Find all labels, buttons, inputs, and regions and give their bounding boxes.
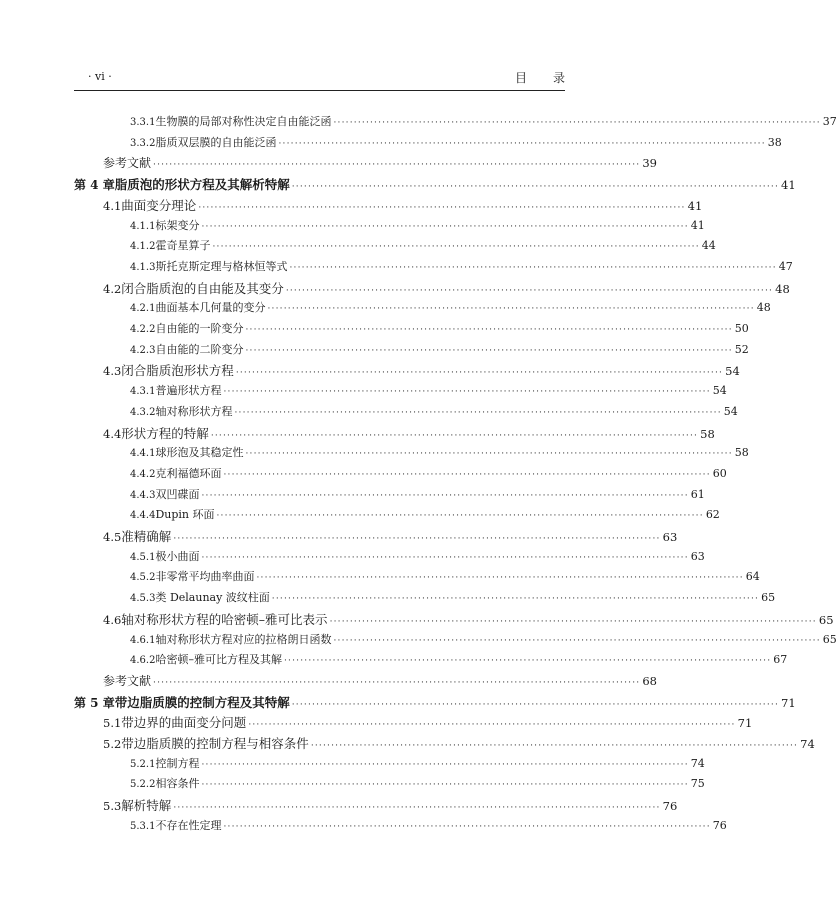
toc-entry[interactable]	[74, 548, 705, 566]
page-number-roman: · vi ·	[88, 70, 112, 83]
toc-entry[interactable]	[74, 651, 788, 669]
dot-leader: ························································································································	[153, 160, 641, 170]
toc-entry-number: 4.1.2	[130, 241, 156, 252]
toc-entry[interactable]	[74, 154, 657, 172]
toc-entry-title: 自由能的一阶变分	[155, 322, 244, 335]
dot-leader: ························································································································	[235, 368, 724, 378]
toc-entry[interactable]	[74, 817, 727, 835]
toc-entry-number: 4.4.4	[130, 510, 156, 521]
toc-entry[interactable]	[74, 610, 834, 628]
toc-entry[interactable]	[74, 755, 705, 773]
dot-leader: ························································································································	[201, 222, 689, 232]
toc-entry-page: 54	[725, 364, 740, 378]
toc-entry-number: 4.3.2	[130, 407, 156, 418]
toc-entry[interactable]	[74, 134, 782, 152]
toc-entry-number: 4.1	[103, 199, 122, 213]
toc-entry[interactable]	[74, 527, 678, 545]
toc-entry-page: 37	[822, 115, 837, 128]
dot-leader: ························································································································	[333, 636, 821, 646]
toc-entry-number: 4.2.3	[130, 345, 156, 356]
toc-entry-number: 4.3.1	[130, 386, 156, 397]
toc-entry-page: 74	[800, 737, 815, 751]
page-header	[74, 68, 565, 91]
toc-entry-page: 52	[734, 343, 749, 356]
toc-entry-title: 控制方程	[155, 757, 200, 770]
running-title-char-1: 目	[514, 71, 527, 85]
toc-entry-page: 71	[781, 696, 796, 710]
toc-entry-page: 48	[756, 301, 771, 314]
toc-entry-number: 5.2.1	[130, 759, 156, 770]
toc-entry-number: 4.2	[103, 282, 122, 296]
toc-entry-number: 5.3.1	[130, 821, 156, 832]
dot-leader: ························································································································	[248, 720, 736, 730]
toc-entry-title: 球形泡及其稳定性	[155, 446, 244, 459]
toc-entry-page: 60	[712, 467, 727, 480]
toc-entry[interactable]	[74, 568, 760, 586]
toc-entry-number: 第 5 章	[74, 696, 115, 710]
toc-entry-title: 解析特解	[121, 798, 172, 813]
toc-entry[interactable]	[74, 506, 720, 524]
toc-entry-number: 4.4	[103, 427, 122, 441]
toc-entry[interactable]	[74, 279, 790, 297]
toc-entry-page: 74	[690, 757, 705, 770]
toc-entry[interactable]	[74, 465, 727, 483]
dot-leader: ························································································································	[333, 118, 821, 128]
toc-entry-page: 63	[662, 530, 678, 544]
toc-entry-page: 41	[690, 219, 705, 232]
toc-entry-title: 标架变分	[155, 219, 200, 232]
toc-entry[interactable]	[74, 672, 657, 690]
dot-leader: ························································································································	[278, 139, 766, 149]
dot-leader: ························································································································	[212, 242, 700, 252]
toc-entry-title: 自由能的二阶变分	[155, 343, 244, 356]
toc-entry-title: 斯托克斯定理与格林恒等式	[155, 260, 288, 273]
toc-entry[interactable]	[74, 444, 749, 462]
toc-entry-title: Dupin 环面	[155, 508, 215, 521]
toc-entry-number: 5.2	[103, 737, 122, 751]
toc-entry-title: 生物膜的局部对称性决定自由能泛函	[155, 115, 332, 128]
toc-entry-title: 类 Delaunay 波纹柱面	[155, 591, 270, 604]
toc-entry-title: 闭合脂质泡的自由能及其变分	[121, 281, 284, 296]
toc-entry-number: 第 4 章	[74, 178, 115, 192]
dot-leader: ························································································································	[216, 511, 704, 521]
toc-entry-page: 54	[712, 384, 727, 397]
toc-entry-title: 不存在性定理	[155, 819, 222, 832]
dot-leader: ························································································································	[285, 286, 774, 296]
toc-entry-page: 47	[778, 260, 793, 273]
toc-entry-number: 4.4.2	[130, 469, 156, 480]
toc-entry-title: 带边脂质膜的控制方程及其特解	[114, 695, 290, 710]
toc-entry[interactable]	[74, 258, 793, 276]
toc-entry-number: 4.3	[103, 364, 122, 378]
toc-entry-number: 4.5.2	[130, 572, 156, 583]
toc-entry[interactable]	[74, 486, 705, 504]
toc-entry[interactable]	[74, 113, 837, 131]
toc-entry-number: 4.5	[103, 530, 122, 544]
toc-entry-page: 71	[737, 716, 753, 730]
toc-entry-page: 54	[723, 405, 738, 418]
dot-leader: ························································································································	[234, 408, 722, 418]
toc-entry-title: 相容条件	[155, 777, 200, 790]
dot-leader: ························································································································	[223, 470, 711, 480]
toc-entry-title: 双凹碟面	[155, 488, 200, 501]
toc-entry-page: 65	[761, 591, 776, 604]
toc-entry-page: 75	[690, 777, 705, 790]
toc-entry-number: 4.1.3	[130, 262, 156, 273]
dot-leader: ························································································································	[289, 263, 777, 273]
toc-entry[interactable]	[74, 424, 715, 442]
toc-entry[interactable]	[74, 734, 815, 752]
dot-leader: ························································································································	[173, 803, 661, 813]
toc-entry-title: 脂质泡的形状方程及其解析特解	[114, 177, 290, 192]
dot-leader: ························································································································	[291, 700, 780, 710]
toc-entry-page: 76	[662, 799, 678, 813]
toc-entry-title: 轴对称形状方程	[155, 405, 233, 418]
toc-entry-title: 普遍形状方程	[155, 384, 222, 397]
toc-entry[interactable]	[74, 382, 727, 400]
toc-entry-title: 非零常平均曲率曲面	[155, 570, 255, 583]
toc-entry-number: 4.2.1	[130, 303, 156, 314]
toc-entry-page: 58	[734, 446, 749, 459]
toc-entry-page: 67	[773, 653, 788, 666]
toc-entry-title: 带边脂质膜的控制方程与相容条件	[121, 736, 309, 751]
toc-entry-title: 脂质双层膜的自由能泛函	[155, 136, 277, 149]
dot-leader: ························································································································	[245, 325, 733, 335]
toc-entry-page: 76	[712, 819, 727, 832]
dot-leader: ························································································································	[201, 491, 689, 501]
toc-entry-title: 轴对称形状方程对应的拉格朗日函数	[155, 633, 332, 646]
toc-entry-page: 61	[690, 488, 705, 501]
toc-entry[interactable]	[74, 320, 749, 338]
toc-entry-title: 参考文献	[103, 156, 152, 170]
dot-leader: ························································································································	[267, 304, 755, 314]
toc-entry-page: 41	[687, 199, 703, 213]
toc-entry[interactable]	[74, 341, 749, 359]
toc-entry-page: 63	[690, 550, 705, 563]
toc-entry-number: 4.2.2	[130, 324, 156, 335]
dot-leader: ························································································································	[201, 553, 689, 563]
toc-entry[interactable]	[74, 299, 771, 317]
dot-leader: ························································································································	[245, 449, 733, 459]
running-title-char-2: 录	[552, 71, 565, 85]
toc-entry-page: 68	[642, 674, 657, 688]
toc-entry[interactable]	[74, 631, 837, 649]
dot-leader: ························································································································	[245, 346, 733, 356]
toc-entry-title: 轴对称形状方程的哈密顿–雅可比表示	[121, 612, 328, 627]
dot-leader: ························································································································	[201, 780, 689, 790]
toc-entry-title: 形状方程的特解	[121, 426, 209, 441]
toc-entry[interactable]	[74, 403, 738, 421]
dot-leader: ························································································································	[223, 822, 711, 832]
toc-entry[interactable]	[74, 796, 678, 814]
toc-entry-number: 5.2.2	[130, 779, 156, 790]
toc-entry-number: 4.5.1	[130, 552, 156, 563]
toc-entry-number: 4.5.3	[130, 593, 156, 604]
dot-leader: ························································································································	[329, 617, 817, 627]
toc-entry[interactable]	[74, 237, 716, 255]
toc-entry-number: 4.4.1	[130, 448, 156, 459]
toc-entry[interactable]	[74, 217, 705, 235]
toc-entry-number: 4.6	[103, 613, 122, 627]
toc-entry-page: 41	[781, 178, 796, 192]
toc-entry-number: 4.1.1	[130, 221, 156, 232]
dot-leader: ························································································································	[310, 741, 799, 751]
toc-entry-page: 39	[642, 156, 657, 170]
toc-entry[interactable]	[74, 196, 703, 214]
dot-leader: ························································································································	[256, 573, 744, 583]
toc-entry-title: 准精确解	[121, 529, 172, 544]
toc-entry-page: 65	[818, 613, 834, 627]
toc-entry[interactable]	[74, 693, 796, 711]
toc-entry-number: 4.6.1	[130, 635, 156, 646]
toc-entry-page: 50	[734, 322, 749, 335]
toc-entry[interactable]	[74, 589, 776, 607]
toc-entry-page: 48	[775, 282, 790, 296]
dot-leader: ························································································································	[198, 203, 686, 213]
dot-leader: ························································································································	[223, 387, 711, 397]
toc-entry-number: 4.6.2	[130, 655, 156, 666]
toc-entry[interactable]	[74, 713, 753, 731]
toc-entry-title: 曲面基本几何量的变分	[155, 301, 266, 314]
dot-leader: ························································································································	[153, 678, 641, 688]
toc-entry-number: 3.3.1	[130, 117, 156, 128]
toc-entry[interactable]	[74, 175, 796, 193]
toc-entry-page: 62	[705, 508, 720, 521]
toc-entry-title: 参考文献	[103, 674, 152, 688]
toc-entry-number: 3.3.2	[130, 138, 156, 149]
toc-entry-title: 闭合脂质泡形状方程	[121, 363, 234, 378]
running-title	[515, 69, 565, 86]
dot-leader: ························································································································	[291, 182, 780, 192]
dot-leader: ························································································································	[173, 534, 661, 544]
toc-entry-page: 65	[822, 633, 837, 646]
dot-leader: ························································································································	[283, 656, 772, 666]
toc-entry[interactable]	[74, 775, 705, 793]
toc-entry-number: 4.4.3	[130, 490, 156, 501]
toc-entry[interactable]	[74, 361, 740, 379]
toc-entry-title: 克利福德环面	[155, 467, 222, 480]
toc-entry-title: 哈密顿–雅可比方程及其解	[155, 653, 282, 666]
toc-entry-title: 曲面变分理论	[121, 198, 197, 213]
toc-entry-page: 44	[701, 239, 716, 252]
toc-entry-page: 58	[700, 427, 715, 441]
toc-entry-title: 极小曲面	[155, 550, 200, 563]
dot-leader: ························································································································	[210, 431, 699, 441]
dot-leader: ························································································································	[201, 760, 689, 770]
toc-entry-number: 5.3	[103, 799, 122, 813]
toc-entry-page: 64	[745, 570, 760, 583]
dot-leader: ························································································································	[271, 594, 760, 604]
toc-entry-number: 5.1	[103, 716, 122, 730]
toc-entry-title: 带边界的曲面变分问题	[121, 715, 247, 730]
toc-entry-title: 霍奇星算子	[155, 239, 211, 252]
toc-entry-page: 38	[767, 136, 782, 149]
